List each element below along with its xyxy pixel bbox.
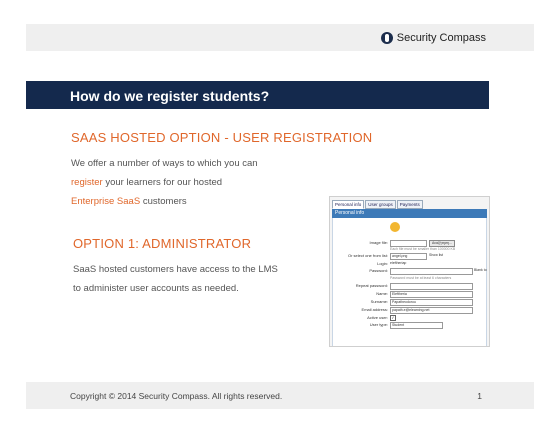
- image-file-input[interactable]: [390, 240, 427, 247]
- register-link[interactable]: register: [71, 177, 103, 188]
- surname-label: Surname:: [370, 299, 388, 304]
- section-heading-admin: OPTION 1: ADMINISTRATOR: [73, 236, 252, 251]
- password-row: [333, 268, 488, 275]
- body-line: [71, 173, 258, 192]
- image-file-row: [333, 240, 488, 247]
- repeat-password-label: Repeat password:: [355, 283, 388, 288]
- title-banner: [26, 81, 489, 109]
- user-form: [332, 218, 487, 347]
- user-type-label: User type:: [369, 322, 388, 327]
- password-hint: Password must be at least 6 characters: [390, 276, 452, 280]
- email-input[interactable]: papath.e@elearning.net: [390, 307, 473, 314]
- company-logo: [381, 32, 486, 44]
- user-type-row: [333, 322, 488, 329]
- footer-bar: [26, 382, 534, 409]
- user-type-select[interactable]: Student: [390, 322, 443, 329]
- logo-mark-icon: [381, 32, 393, 44]
- active-user-row: [333, 315, 488, 322]
- tab-payments[interactable]: Payments: [397, 200, 423, 209]
- panel-title: Personal info: [332, 209, 487, 218]
- tab-user-groups[interactable]: User groups: [365, 200, 396, 209]
- top-bar: [26, 24, 534, 51]
- browse-button[interactable]: Αναζήτηση...: [429, 240, 455, 247]
- tab-strip: [330, 197, 489, 209]
- image-file-label: Image file:: [369, 240, 388, 245]
- name-label: Name:: [376, 291, 388, 296]
- slide-title: How do we register students?: [70, 88, 270, 104]
- body-text-fragment: customers: [140, 196, 187, 207]
- select-list-dropdown[interactable]: angel.png: [390, 253, 427, 260]
- select-list-label: Or select one from list:: [347, 253, 388, 258]
- body-line: [71, 192, 258, 211]
- password-label: Password:: [369, 268, 388, 273]
- copyright-text: Copyright © 2014 Security Compass. All rights reserved.: [70, 391, 283, 401]
- logo-text: Security Compass: [396, 32, 486, 44]
- repeat-password-row: [333, 283, 488, 290]
- body-line: to administer user accounts as needed.: [73, 283, 239, 294]
- body-text-fragment: your learners for our hosted: [102, 177, 223, 188]
- section-body-admin: [73, 260, 278, 298]
- select-list-row: [333, 253, 488, 260]
- email-label: Email address:: [361, 307, 388, 312]
- password-input[interactable]: [390, 268, 473, 275]
- section-body-saas: [71, 154, 258, 211]
- surname-input[interactable]: Papatheodorou: [390, 299, 473, 306]
- repeat-password-input[interactable]: [390, 283, 473, 290]
- enterprise-saas-link[interactable]: Enterprise SaaS: [71, 196, 141, 207]
- login-row: [333, 261, 488, 268]
- page-number: 1: [477, 391, 482, 401]
- surname-row: [333, 299, 488, 306]
- email-row: [333, 307, 488, 314]
- login-label: Login:: [377, 261, 388, 266]
- active-user-label: Active user:: [367, 315, 388, 320]
- show-list-link[interactable]: Show list: [429, 253, 444, 257]
- section-heading-saas: SAAS HOSTED OPTION - USER REGISTRATION: [71, 130, 373, 145]
- password-hint-row: [333, 276, 488, 283]
- body-line: We offer a number of ways to which you can: [71, 158, 258, 169]
- image-hint: Each file must be smaller than 100000 KB: [390, 247, 456, 251]
- name-row: [333, 291, 488, 298]
- password-side-note: Blank to: [474, 268, 487, 272]
- tab-personal-info[interactable]: Personal info: [332, 200, 364, 209]
- name-input[interactable]: Eleftheria: [390, 291, 473, 298]
- avatar-icon: [390, 222, 400, 232]
- lms-screenshot: [329, 196, 490, 347]
- body-line: SaaS hosted customers have access to the LMS: [73, 264, 278, 275]
- login-value: eleftheriap: [390, 261, 407, 265]
- active-user-checkbox[interactable]: ✓: [391, 315, 395, 320]
